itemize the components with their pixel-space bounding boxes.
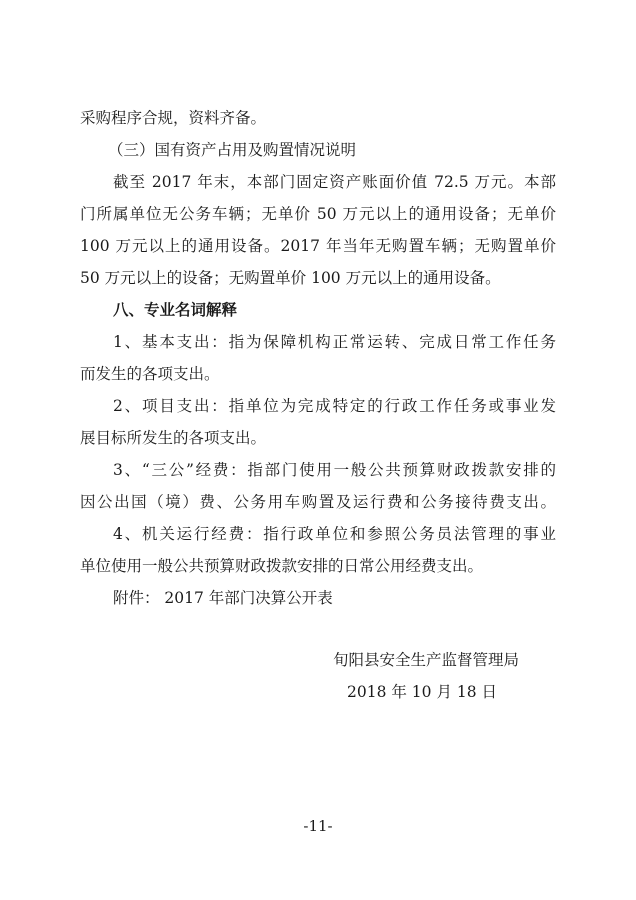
line-text: 采购程序合规，资料齐备。 [80,109,267,127]
line-text: （三）国有资产占用及购置情况说明 [108,141,357,159]
signature-organization: 旬阳县安全生产监督管理局 [333,651,520,669]
line-text: 门所属单位无公务车辆；无单价 50 万元以上的通用设备；无单价 [80,205,556,223]
line-text: 而发生的各项支出。 [80,365,220,383]
line-text: 1、基本支出：指为保障机构正常运转、完成日常工作任务 [113,333,556,351]
line-text: 2、项目支出：指单位为完成特定的行政工作任务或事业发 [113,397,556,415]
line-text: 4、机关运行经费：指行政单位和参照公务员法管理的事业 [113,525,556,543]
line-text: 因公出国（境）费、公务用车购置及运行费和公务接待费支出。 [80,493,556,511]
line-text: 展目标所发生的各项支出。 [80,429,267,447]
line-text: 100 万元以上的通用设备。2017 年当年无购置车辆；无购置单价 [80,237,556,255]
page-number: -11- [303,817,333,835]
line-text: 单位使用一般公共预算财政拨款安排的日常公用经费支出。 [80,557,484,575]
line-text: 截至 2017 年末，本部门固定资产账面价值 72.5 万元。本部 [113,173,556,191]
line-text: 3、“三公”经费：指部门使用一般公共预算财政拨款安排的 [113,461,556,479]
line-text: 八、专业名词解释 [113,300,238,319]
signature-date: 2018 年 10 月 18 日 [347,683,498,701]
line-text: 附件： 2017 年部门决算公开表 [113,589,333,607]
line-text: 50 万元以上的设备；无购置单价 100 万元以上的通用设备。 [80,269,501,287]
